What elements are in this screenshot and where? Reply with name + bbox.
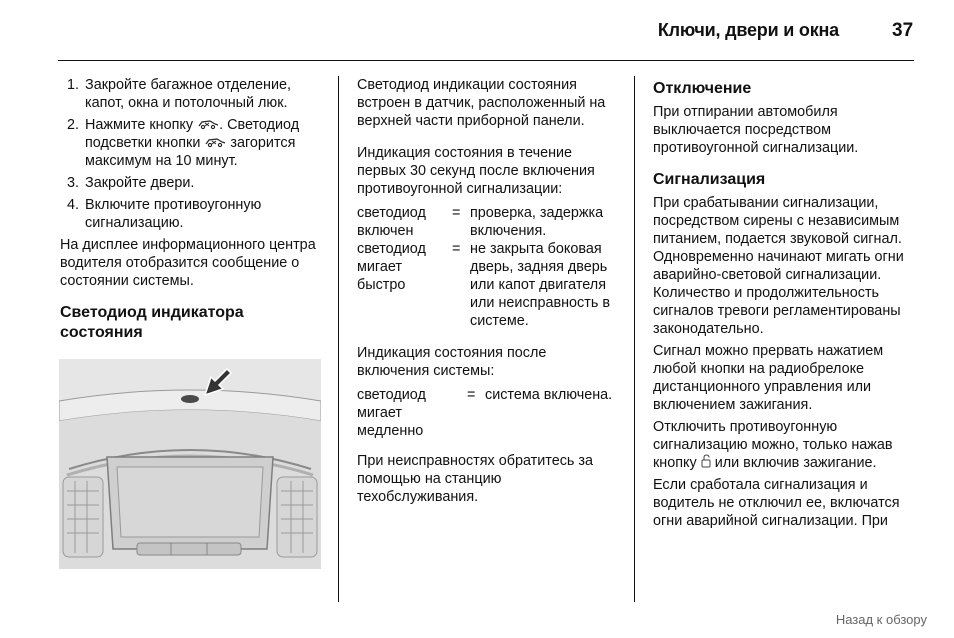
step-1: 1. Закройте багажное отделение, капот, окна и потолочный люк. xyxy=(67,77,292,111)
status-meaning: проверка, задержка включения. xyxy=(470,205,604,239)
alarm-text: При срабатывании сигнализации, посредством сирены с независимым питанием, подается звуковой сигнал. Одновременно начинают мигать огни аварийно-световой сигнализации. Количество и продолжительность сигналов тревоги регламентированы законодательно. xyxy=(653,195,904,337)
after-title: Индикация состояния после включения системы: xyxy=(357,345,547,379)
column-divider-2 xyxy=(634,76,635,602)
led-heading: Светодиод индикатора состояния xyxy=(60,304,244,341)
after-table xyxy=(357,386,621,440)
status-meaning: не закрыта боковая дверь, задняя дверь или капот двигателя или неисправность в системе. xyxy=(470,241,610,329)
dashboard-illustration xyxy=(59,359,321,569)
first30-table xyxy=(357,204,621,330)
steps-list xyxy=(60,76,322,232)
back-to-overview-link[interactable]: Назад к обзору xyxy=(835,612,927,627)
triggered-text: Если сработала сигнализация и водитель не отключил ее, включатся огни аварийной сигнализации. При xyxy=(653,477,900,529)
status-state: светодиод включен xyxy=(357,205,426,239)
step-3: 3. Закройте двери. xyxy=(67,175,195,191)
page-header-title: Ключи, двери и окна xyxy=(657,20,839,40)
off-heading: Отключение xyxy=(653,80,752,97)
column-1 xyxy=(60,76,322,347)
equals-sign: = xyxy=(452,241,461,257)
alarm-heading: Сигнализация xyxy=(653,171,766,188)
fault-note: При неисправностях обратитесь за помощью на станцию техобслуживания. xyxy=(357,453,594,505)
interrupt-text: Сигнал можно прервать нажатием любой кнопки на радиобрелоке дистанционного управления или включением зажигания. xyxy=(653,343,884,413)
unlock-icon xyxy=(701,454,711,468)
column-divider-1 xyxy=(338,76,339,602)
off-text: При отпирании автомобиля выключается посредством противоугонной сигнализации. xyxy=(653,104,859,156)
status-state: светодиод мигает медленно xyxy=(357,387,426,439)
page-number: 37 xyxy=(892,20,914,41)
disable-text: Отключить противоугонную сигнализацию можно, только нажав кнопку или включив зажигание. xyxy=(653,419,893,471)
display-note: На дисплее информационного центра водителя отобразится сообщение о состоянии системы. xyxy=(60,237,316,289)
status-meaning: система включена. xyxy=(485,387,613,403)
led-intro: Светодиод индикации состояния встроен в датчик, расположенный на верхней части приборной панели. xyxy=(357,77,606,129)
step-2: 2. Нажмите кнопку . Светодиод подсветки кнопки загорится максимум на 10 минут. xyxy=(67,117,300,169)
header-rule xyxy=(58,60,914,61)
step-4: 4. Включите противоугонную сигнализацию. xyxy=(67,197,262,231)
car-lock-icon xyxy=(197,118,219,130)
column-2 xyxy=(357,76,621,510)
equals-sign: = xyxy=(467,387,476,403)
column-3 xyxy=(653,79,919,534)
equals-sign: = xyxy=(452,205,461,221)
car-lock-icon xyxy=(204,136,226,148)
status-state: светодиод мигает быстро xyxy=(357,241,426,293)
first30-title: Индикация состояния в течение первых 30 секунд после включения противоугонной сигнализации: xyxy=(357,145,595,197)
